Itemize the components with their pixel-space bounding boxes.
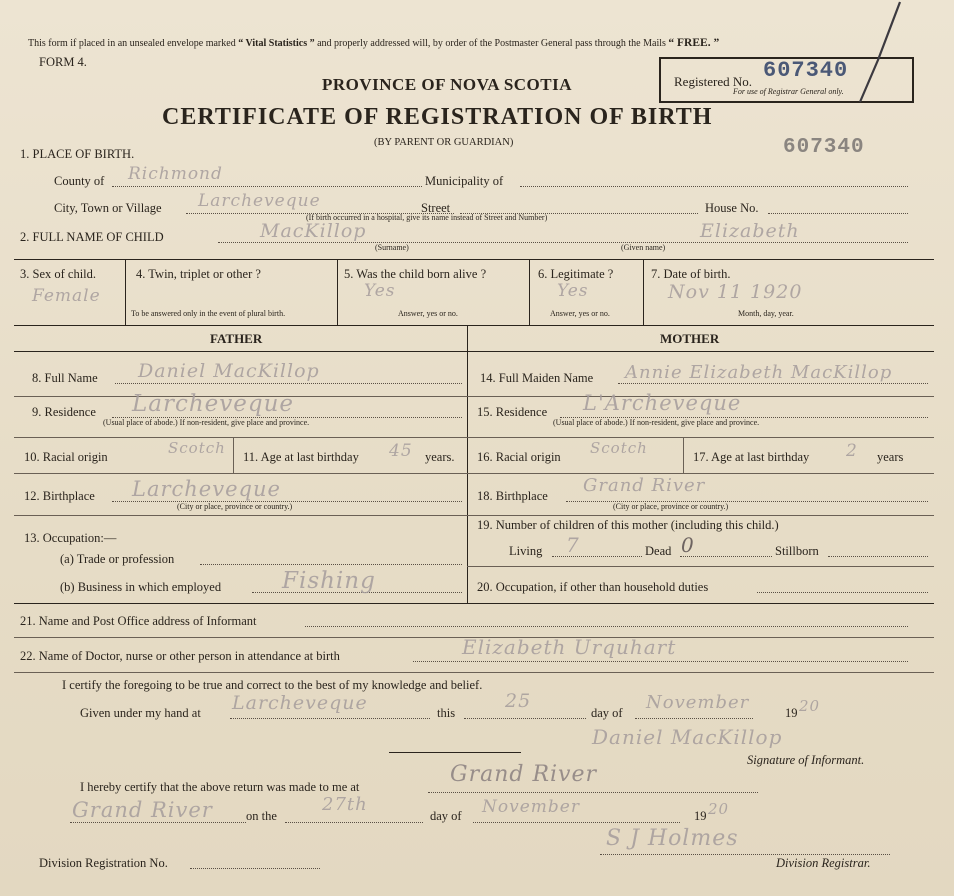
attendant-line — [413, 661, 908, 662]
children-count-label: 19. Number of children of this mother (including this child.) — [477, 518, 779, 532]
province-heading: PROVINCE OF NOVA SCOTIA — [322, 75, 573, 94]
postal-notice: This form if placed in an unsealed envelope marked “ Vital Statistics ” and properly addressed will, by order of the Postmaster General pass through the Mails “ FREE. ” — [28, 37, 720, 49]
informant-address-line — [305, 626, 908, 627]
certificate-title: CERTIFICATE OF REGISTRATION OF BIRTH — [162, 104, 713, 130]
registration-day-value: 27th — [322, 794, 368, 815]
check-mark-icon — [848, 0, 908, 110]
trade-line — [200, 564, 462, 565]
registrar-signature: S J Holmes — [606, 826, 739, 851]
father-name-value: Daniel MacKillop — [138, 360, 320, 382]
row3-top-rule — [14, 259, 934, 260]
father-name-label: 8. Full Name — [32, 371, 98, 385]
return-place-value: Grand River — [450, 762, 598, 787]
city-value: Larcheveque — [198, 191, 321, 211]
mother-row-rule — [467, 473, 934, 474]
mother-race-value: Scotch — [590, 439, 648, 457]
dob-label: 7. Date of birth. — [651, 267, 731, 281]
living-value: 7 — [566, 533, 580, 557]
return-place-line — [428, 792, 758, 793]
legitimate-value: Yes — [557, 281, 589, 301]
mother-occupation-line — [757, 592, 928, 593]
mother-age-label: 17. Age at last birthday — [693, 450, 810, 464]
division-registration-no-label: Division Registration No. — [39, 856, 168, 870]
mother-birthplace-value: Grand River — [583, 475, 706, 496]
given-month-line — [635, 718, 753, 719]
dob-value: Nov 11 1920 — [668, 281, 803, 303]
row3-divider — [337, 259, 338, 325]
municipality-label: Municipality of — [425, 174, 504, 188]
mother-name-label: 14. Full Maiden Name — [480, 371, 594, 385]
place-of-birth-label: 1. PLACE OF BIRTH. — [20, 147, 135, 161]
given-year-prefix: 19 — [785, 706, 798, 720]
registered-number: 607340 — [763, 58, 849, 83]
mother-residence-value: L'Archeveque — [583, 391, 742, 415]
city-label: City, Town or Village — [54, 201, 162, 215]
informant-address-label: 21. Name and Post Office address of Informant — [20, 614, 257, 628]
given-month-value: November — [646, 692, 750, 713]
dead-label: Dead — [645, 544, 672, 558]
registration-day-line — [285, 822, 423, 823]
county-label: County of — [54, 174, 105, 188]
father-years-label: years. — [425, 450, 455, 464]
alive-label: 5. Was the child born alive ? — [344, 267, 487, 281]
father-row-rule — [14, 473, 467, 474]
child-surname: MacKillop — [260, 220, 367, 242]
mother-row-divider — [683, 437, 684, 473]
this-label: this — [437, 706, 456, 720]
stamped-number: 607340 — [783, 136, 865, 159]
given-year-value: 20 — [799, 697, 821, 715]
dob-note: Month, day, year. — [738, 309, 794, 318]
mother-occupation-label: 20. Occupation, if other than household duties — [477, 580, 709, 594]
registered-no-label: Registered No. — [674, 74, 752, 89]
registrar-general-note: For use of Registrar General only. — [733, 87, 844, 96]
mother-residence-label: 15. Residence — [477, 405, 548, 419]
street-label: Street — [421, 201, 451, 215]
mother-birthplace-note: (City or place, province or country.) — [613, 502, 729, 511]
business-label: (b) Business in which employed — [60, 580, 222, 594]
registration-day-of-label: day of — [430, 809, 462, 823]
father-birthplace-note: (City or place, province or country.) — [177, 502, 293, 511]
attendant-label: 22. Name of Doctor, nurse or other person in attendance at birth — [20, 649, 340, 663]
division-registrar-label: Division Registrar. — [776, 856, 871, 870]
father-row-rule — [14, 437, 467, 438]
father-residence-note: (Usual place of abode.) If non-resident, give place and province. — [103, 418, 310, 427]
parents-center-divider — [467, 325, 468, 604]
municipality-line — [520, 186, 908, 187]
mother-name-line — [618, 383, 928, 384]
mother-heading: MOTHER — [660, 331, 720, 346]
occupation-label: 13. Occupation:— — [24, 531, 117, 545]
mother-years-label: years — [877, 450, 904, 464]
registration-place-value: Grand River — [72, 798, 213, 822]
father-row-divider — [233, 437, 234, 473]
mother-residence-note: (Usual place of abode.) If non-resident, give place and province. — [553, 418, 760, 427]
mother-age-value: 2 — [846, 441, 858, 461]
row3-divider — [125, 259, 126, 325]
day-of-label: day of — [591, 706, 623, 720]
attendant-value: Elizabeth Urquhart — [462, 635, 677, 659]
certify-statement: I certify the foregoing to be true and correct to the best of my knowledge and belief. — [62, 678, 483, 692]
parents-bottom-rule — [14, 603, 934, 604]
form-number: FORM 4. — [39, 55, 87, 69]
parents-top-rule — [14, 325, 934, 326]
signature-informant-label: Signature of Informant. — [747, 753, 865, 767]
father-race-label: 10. Racial origin — [24, 450, 108, 464]
division-registration-no-line — [190, 868, 320, 869]
sex-value: Female — [32, 286, 101, 306]
section-rule — [14, 672, 934, 673]
mother-race-label: 16. Racial origin — [477, 450, 561, 464]
mother-row-rule — [467, 515, 934, 516]
on-the-label: on the — [246, 809, 277, 823]
alive-note: Answer, yes or no. — [398, 309, 458, 318]
father-residence-label: 9. Residence — [32, 405, 96, 419]
father-birthplace-label: 12. Birthplace — [24, 489, 95, 503]
child-name-label: 2. FULL NAME OF CHILD — [20, 230, 164, 244]
child-name-line — [218, 242, 908, 243]
father-age-label: 11. Age at last birthday — [243, 450, 359, 464]
given-name-caption: (Given name) — [621, 243, 666, 252]
mother-row-rule — [467, 437, 934, 438]
legitimate-note: Answer, yes or no. — [550, 309, 610, 318]
alive-value: Yes — [364, 281, 396, 301]
registration-year-value: 20 — [708, 800, 730, 818]
business-value: Fishing — [282, 568, 376, 594]
given-place-value: Larcheveque — [232, 692, 368, 714]
house-no-label: House No. — [705, 201, 759, 215]
house-line — [768, 213, 908, 214]
father-row-rule — [14, 515, 467, 516]
given-place-line — [230, 718, 430, 719]
father-birthplace-value: Larcheveque — [132, 477, 281, 501]
registration-month-line — [473, 822, 680, 823]
row3-divider — [643, 259, 644, 325]
father-heading: FATHER — [210, 331, 263, 346]
twin-label: 4. Twin, triplet or other ? — [136, 267, 261, 281]
child-given-name: Elizabeth — [700, 220, 800, 242]
father-age-value: 45 — [389, 441, 413, 461]
father-race-value: Scotch — [168, 439, 226, 457]
county-value: Richmond — [128, 164, 223, 184]
parents-heading-rule — [14, 351, 934, 352]
legitimate-label: 6. Legitimate ? — [538, 267, 614, 281]
given-under-label: Given under my hand at — [80, 706, 201, 720]
given-day-line — [464, 718, 586, 719]
mother-row-rule — [467, 566, 934, 567]
surname-caption: (Surname) — [375, 243, 409, 252]
mother-name-value: Annie Elizabeth MacKillop — [625, 362, 893, 383]
twin-note: To be answered only in the event of plural birth. — [131, 309, 286, 318]
father-name-line — [115, 383, 462, 384]
row3-divider — [529, 259, 530, 325]
mother-birthplace-label: 18. Birthplace — [477, 489, 548, 503]
certificate-subtitle: (BY PARENT OR GUARDIAN) — [374, 137, 514, 148]
given-day-value: 25 — [505, 690, 532, 712]
registration-year-prefix: 19 — [694, 809, 707, 823]
short-rule — [389, 752, 521, 753]
registration-place-line — [70, 822, 246, 823]
father-residence-value: Larcheveque — [132, 391, 295, 417]
informant-signature: Daniel MacKillop — [592, 725, 783, 749]
stillborn-label: Stillborn — [775, 544, 819, 558]
registration-month-value: November — [482, 797, 580, 817]
living-label: Living — [509, 544, 543, 558]
trade-label: (a) Trade or profession — [60, 552, 175, 566]
return-made-label: I hereby certify that the above return was made to me at — [80, 780, 360, 794]
stillborn-line — [828, 556, 928, 557]
registrar-signature-line — [600, 854, 890, 855]
dead-value: 0 — [681, 533, 695, 557]
hospital-note: (If birth occurred in a hospital, give its name instead of Street and Number) — [306, 213, 548, 222]
sex-label: 3. Sex of child. — [20, 267, 97, 281]
county-line — [112, 186, 422, 187]
